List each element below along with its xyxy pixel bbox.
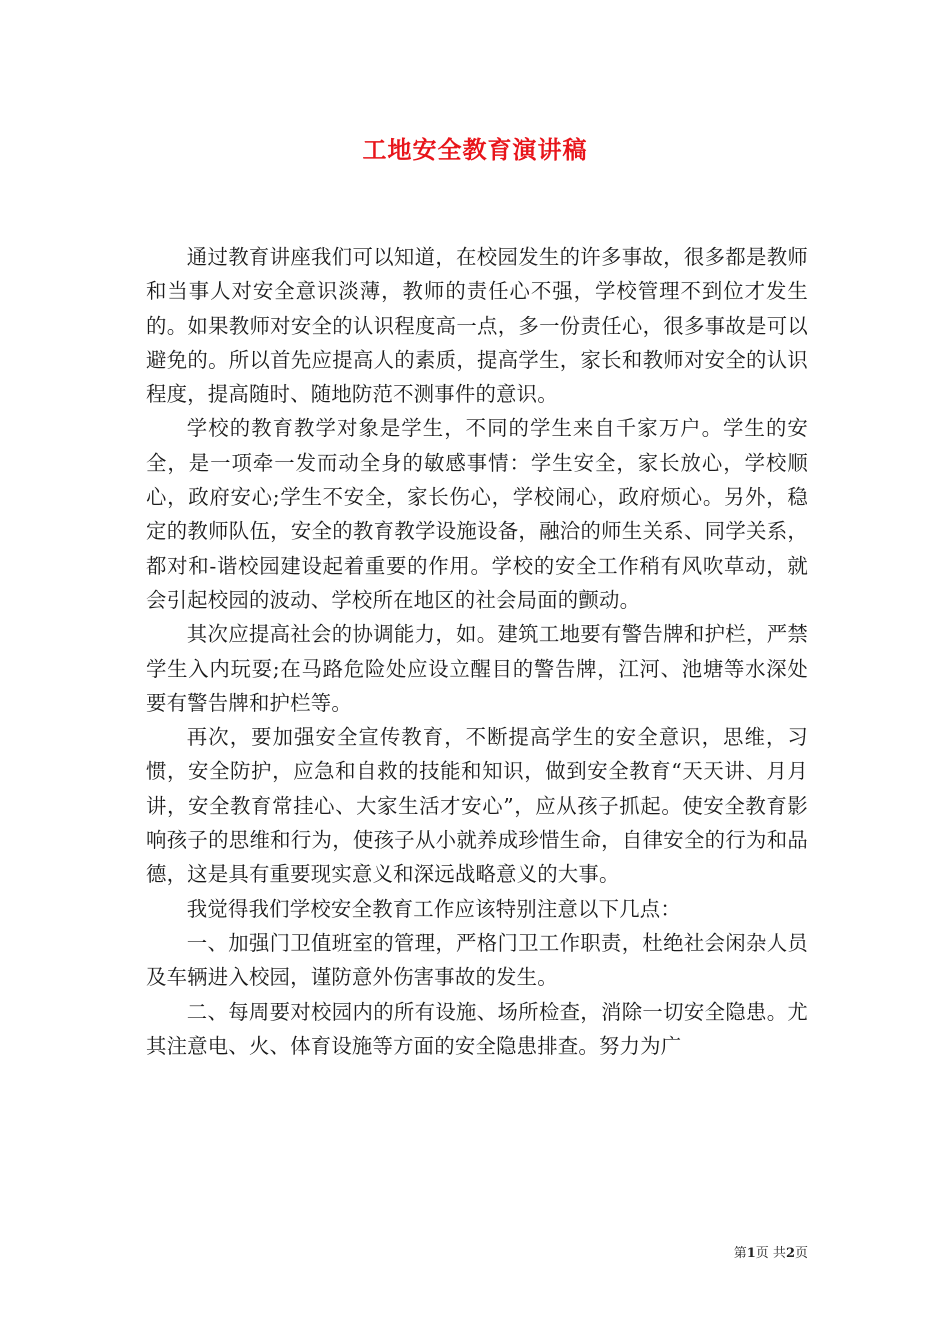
document-title: 工地安全教育演讲稿 <box>362 135 588 164</box>
page-number-footer <box>734 1245 808 1263</box>
document-body <box>146 240 808 1063</box>
paragraph: 一、加强门卫值班室的管理，严格门卫工作职责，杜绝社会闲杂人员及车辆进入校园，谨防意外伤害事故的发生。 <box>146 930 808 990</box>
paragraph: 我觉得我们学校安全教育工作应该特别注意以下几点： <box>186 896 681 921</box>
paragraph: 学校的教育教学对象是学生，不同的学生来自千家万户。学生的安全，是一项牵一发而动全身的敏感事情：学生安全，家长放心，学校顺心，政府安心;学生不安全，家长伤心，学校闹心，政府烦心。另外，稳定的教师队伍，安全的教育教学设施设备，融洽的师生关系、同学关系，都对和-谐校园建设起着重要的作用。学校的安全工作稍有风吹草动，就会引起校园的波动、学校所在地区的社会局面的颤动。 <box>146 416 808 612</box>
paragraph: 二、每周要对校园内的所有设施、场所检查，消除一切安全隐患。尤其注意电、火、体育设施等方面的安全隐患排查。努力为广 <box>146 999 808 1058</box>
current-page-number: 1 <box>746 1246 756 1261</box>
page-middle: 页 共 <box>755 1246 786 1261</box>
page-prefix: 第 <box>733 1246 747 1261</box>
paragraph: 其次应提高社会的协调能力，如。建筑工地要有警告牌和护栏，严禁学生入内玩耍;在马路危险处应设立醒目的警告牌，江河、池塘等水深处要有警告牌和护栏等。 <box>146 622 808 715</box>
paragraph: 通过教育讲座我们可以知道，在校园发生的许多事故，很多都是教师和当事人对安全意识淡薄，教师的责任心不强，学校管理不到位才发生的。如果教师对安全的认识程度高一点，多一份责任心，很多事故是可以避免的。所以首先应提高人的素质，提高学生，家长和教师对安全的认识程度，提高随时、随地防范不测事件的意识。 <box>146 245 808 407</box>
total-pages-number: 2 <box>785 1246 795 1261</box>
page-suffix: 页 <box>794 1246 808 1261</box>
paragraph: 再次，要加强安全宣传教育，不断提高学生的安全意识，思维，习惯，安全防护，应急和自救的技能和知识，做到安全教育“天天讲、月月讲，安全教育常挂心、大家生活才安心”，应从孩子抓起。使安全教育影响孩子的思维和行为，使孩子从小就养成珍惜生命，自律安全的行为和品德，这是具有重要现实意义和深远战略意义的大事。 <box>146 725 808 887</box>
